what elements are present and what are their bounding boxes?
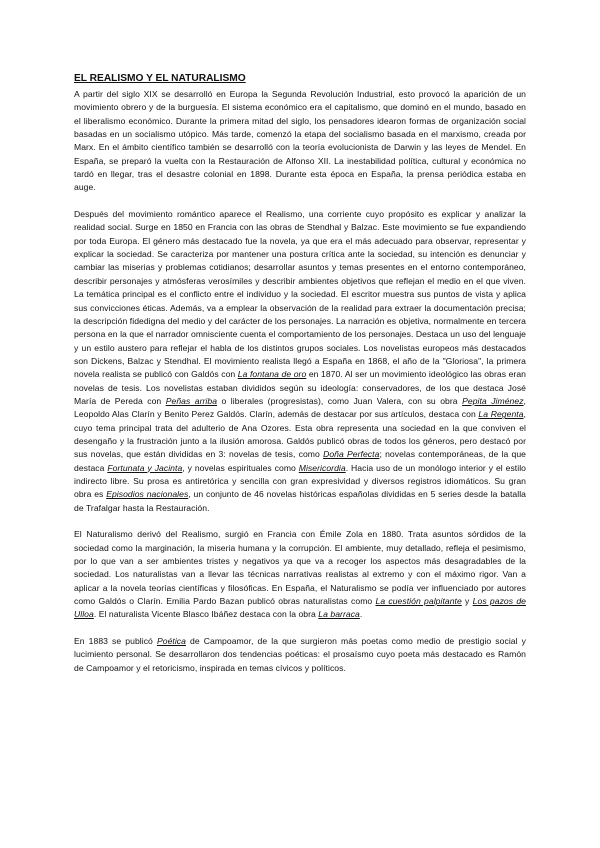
paragraph-text: , cuyo tema principal trata del adulterio de Ana Ozores. Esta obra representa una sociedad en la que conviven el desengaño y la frustración junto a la ilusión amorosa. Galdós publicó obras de todos los géneros, pero destacó por sus novelas, que están divididas en 3: novelas de tesis, como xyxy=(74,409,526,460)
work-title: Los pazos de Ulloa xyxy=(74,596,526,620)
paragraph-text: , y novelas espirituales como xyxy=(182,462,299,473)
document-body xyxy=(74,88,526,675)
work-title: La barraca xyxy=(318,609,360,620)
paragraph xyxy=(74,208,526,515)
paragraph-text: En 1883 se publicó xyxy=(74,636,157,647)
work-title: Poética xyxy=(156,636,186,647)
paragraph-text: y xyxy=(461,596,473,607)
paragraph-text: ; novelas contemporáneas, de la que destaca xyxy=(74,449,527,473)
paragraph-text: A partir del siglo XIX se desarrolló en Europa la Segunda Revolución Industrial, esto provocó la aparición de un movimiento obrero y de la burguesía. El sistema económico era el capitalismo, que dominó en el mundo, basado en el liberalismo económico. Durante la primera mitad del siglo, los pensadores idearon formas de organización social basadas en un socialismo utópico. Más tarde, comenzó la etapa del socialismo basada en el marxismo, creada por Marx. En el ámbito científico también se desarrolló con la teoría evolucionista de Darwin y las leyes de Mendel. En España, se preparó la vuelta con la Restauración de Alfonso XII. La inestabilidad política, cultural y económica no tardó en llegar, tras el desastre colonial en 1898. Durante esta época en España, la prensa periódica estaba en auge. xyxy=(74,89,526,193)
paragraph-text: de Campoamor, de la que surgieron más poetas como medio de prestigio social y lucimiento personal. Se desarrollaron dos tendencias poéticas: el prosaísmo cuyo poeta más destacado es Ramón de Campoamor y el retoricismo, inspirada en temas cívicos y políticos. xyxy=(74,636,526,673)
work-title: La cuestión palpitante xyxy=(375,596,462,607)
work-title: Peñas arriba xyxy=(165,395,218,406)
paragraph-text: , Leopoldo Alas Clarín y Benito Perez Galdós. Clarín, además de destacar por sus artículos, destaca con xyxy=(74,395,526,420)
work-title: Pepita Jiménez xyxy=(462,395,524,406)
work-title: Episodios nacionales xyxy=(106,489,189,500)
work-title: Misericordia xyxy=(298,462,346,473)
paragraph-text: o liberales (progresistas), como Juan Valera, con su obra xyxy=(217,395,463,406)
work-title: Doña Perfecta xyxy=(323,449,380,460)
paragraph-text: . Hacia uso de un monólogo interior y el estilo indirecto libre. Su prosa es antiretórica y sencilla con gran expresividad y diversos registros idiomáticos. Su gran obra es xyxy=(74,462,526,500)
paragraph xyxy=(74,528,526,621)
paragraph-text: . El naturalista Vicente Blasco Ibáñez destaca con la obra xyxy=(93,609,319,620)
paragraph-text: , un conjunto de 46 novelas históricas españolas divididas en 5 series desde la batalla de Trafalgar hasta la Restauración. xyxy=(74,489,526,513)
work-title: La Regenta xyxy=(478,409,524,420)
paragraph-text: . xyxy=(359,609,363,620)
paragraph-text: El Naturalismo derivó del Realismo, surgió en Francia con Émile Zola en 1880. Trata asuntos sórdidos de la sociedad como la marginación, la miseria humana y la corrupción. El ambiente, muy detallado, refleja el pesimismo, por lo que van a ser ambientes tristes y negativos ya que va a recoger los aspectos más desagradables de la sociedad. Los naturalistas van a llevar las técnicas narrativas realistas al extremo y con el máximo rigor. Van a aplicar a la novela teorías científicas y filosóficas. En España, el Naturalismo se podía ver influenciado por autores como Galdós o Clarín. Emilia Pardo Bazan publicó obras naturalistas como xyxy=(74,529,526,607)
paragraph-text: Después del movimiento romántico aparece el Realismo, una corriente cuyo propósito es explicar y analizar la realidad social. Surge en 1850 en Francia con las obras de Stendhal y Balzac. Este movimiento se fue expandiendo por toda Europa. El género más destacado fue la novela, ya que era el más adecuado para observar, representar y explicar la sociedad. Se caracteriza por mantener una postura crítica ante la sociedad, su intención es denunciar y cambiar las miserias y problemas cotidianos; desarrollar asuntos y temas presentes en el entorno contemporáneo, describir personajes y atmósferas verosímiles y describir ambientes objetivos que reflejan el medio en el que viven. La temática principal es el conflicto entre el individuo y la sociedad. El escritor muestra sus puntos de vista y aplica sus convicciones éticas. Además, va a emplear la observación de la realidad para extraer la documentación precisa; la descripción fidedigna del medio y del carácter de los personajes. La narración es objetiva, normalmente en tercera persona en la que el narrador omnisciente cuenta el comportamiento de los personajes. Destaca un uso del lenguaje y un estilo austero para reflejar el habla de los distintos grupos sociales. Los novelistas europeos más destacados son Dickens, Balzac y Stendhal. El movimiento realista llegó a España en 1868, el año de la "Gloriosa", la primera novela realista se publicó con Galdós con xyxy=(74,209,526,380)
paragraph xyxy=(74,88,526,195)
work-title: Fortunata y Jacinta xyxy=(107,462,183,473)
paragraph-text: en 1870. Al ser un movimiento ideológico las obras eran novelas de tesis. Los novelistas estaban divididos según su ideología: conservadores, de los que destaca José María de Pereda con xyxy=(74,369,526,406)
paragraph xyxy=(74,635,526,675)
work-title: La fontana de oro xyxy=(237,369,307,380)
document-title: EL REALISMO Y EL NATURALISMO xyxy=(74,73,246,84)
